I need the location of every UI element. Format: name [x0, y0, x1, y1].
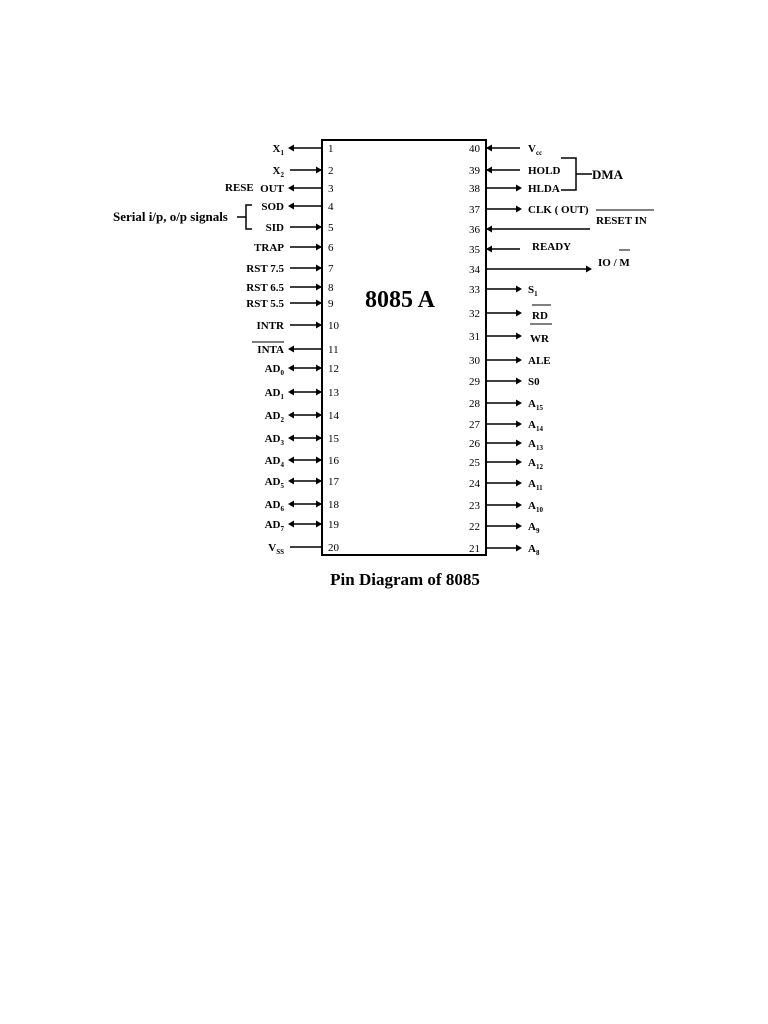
pin-number: 40 — [469, 143, 480, 155]
pin-32 — [469, 305, 552, 324]
pin-number: 9 — [328, 298, 334, 310]
pin-number: 22 — [469, 521, 480, 533]
pin-label: $A_{10}$ — [528, 500, 543, 514]
pin-label: $AD_7$ — [264, 519, 284, 533]
pin-20 — [268, 542, 339, 556]
reset-out-prefix: RESE — [225, 182, 254, 194]
pin-number: 21 — [469, 543, 480, 555]
pin-label: OUT — [260, 183, 284, 195]
pin-number: 5 — [328, 222, 334, 234]
serial-signals-label: Serial i/p, o/p signals — [113, 209, 228, 224]
pin-9 — [246, 298, 334, 310]
pin-number: 28 — [469, 398, 480, 410]
pin-40 — [469, 143, 542, 157]
dma-bracket — [561, 158, 592, 190]
pin-16 — [265, 455, 340, 469]
pin-label: $AD_6$ — [264, 499, 284, 513]
pin-13 — [265, 387, 340, 401]
pin-label: $AD_2$ — [264, 410, 284, 424]
pin-number: 4 — [328, 201, 334, 213]
pin-label: TRAP — [254, 242, 284, 254]
pin-10 — [256, 320, 339, 332]
pin-label: $A_{12}$ — [528, 457, 543, 471]
pin-number: 23 — [469, 500, 480, 512]
pin-29 — [469, 376, 540, 388]
pin-label: RST 6.5 — [246, 282, 284, 294]
pin-30 — [469, 355, 551, 367]
pin-24 — [469, 478, 543, 492]
pin-11 — [252, 342, 339, 356]
pin-number: 37 — [469, 204, 480, 216]
pin-18 — [265, 499, 340, 513]
pin-number: 29 — [469, 376, 480, 388]
pin-number: 27 — [469, 419, 480, 431]
pin-15 — [265, 433, 340, 447]
pin-31 — [469, 331, 550, 345]
pin-label: $A_8$ — [528, 543, 540, 557]
pin-number: 30 — [469, 355, 480, 367]
pin-number: 17 — [328, 476, 339, 488]
pin-number: 15 — [328, 433, 339, 445]
pin-label: $X_2$ — [272, 165, 284, 179]
pin-33 — [469, 284, 538, 298]
pin-label: RST 7.5 — [246, 263, 284, 275]
pin-label: IO / M — [598, 257, 630, 269]
pin-27 — [469, 419, 543, 433]
pin-label: RD — [532, 310, 548, 322]
pin-number: 38 — [469, 183, 480, 195]
right-pin-group — [469, 143, 654, 557]
pin-1 — [273, 143, 334, 157]
pin-number: 33 — [469, 284, 480, 296]
pin-label: RESET IN — [596, 215, 647, 227]
pin-17 — [265, 476, 340, 490]
pin-5 — [266, 222, 334, 234]
pin-label: $X_1$ — [272, 143, 284, 157]
chip-label: 8085 A — [364, 287, 436, 313]
diagram-caption: Pin Diagram of 8085 — [330, 570, 480, 589]
pin-25 — [469, 457, 543, 471]
pin-label: $AD_1$ — [264, 387, 284, 401]
pin-7 — [246, 263, 334, 275]
pin-label: $V_{cc}$ — [528, 143, 543, 157]
pin-number: 14 — [328, 410, 339, 422]
pin-label: $AD_0$ — [264, 363, 284, 377]
pin-label: $AD_4$ — [264, 455, 284, 469]
pin-label: HLDA — [528, 183, 560, 195]
pin-35 — [469, 241, 571, 256]
pin-number: 39 — [469, 165, 480, 177]
pin-label: WR — [530, 333, 549, 345]
pin-label: $A_{13}$ — [528, 438, 543, 452]
pin-12 — [265, 363, 339, 377]
pin-number: 1 — [328, 143, 334, 155]
pin-38 — [469, 183, 560, 195]
pin-label: $A_{14}$ — [528, 419, 543, 433]
pin-number: 20 — [328, 542, 339, 554]
pin-number: 11 — [328, 344, 339, 356]
pin-number: 36 — [469, 224, 480, 236]
pin-label: INTA — [257, 344, 284, 356]
pin-label: $A_{15}$ — [528, 398, 543, 412]
pin-label: $A_{11}$ — [528, 478, 543, 492]
pin-number: 16 — [328, 455, 339, 467]
pin-label: READY — [532, 241, 572, 253]
pin-label: $AD_5$ — [264, 476, 284, 490]
pin-number: 35 — [469, 244, 480, 256]
pin-number: 25 — [469, 457, 480, 469]
pin-23 — [469, 500, 543, 514]
pin-8 — [246, 282, 334, 294]
pin-number: 8 — [328, 282, 334, 294]
pin-label: $A_9$ — [528, 521, 540, 535]
pin-21 — [469, 543, 540, 557]
pin-number: 10 — [328, 320, 339, 332]
pin-number: 26 — [469, 438, 480, 450]
pin-number: 3 — [328, 183, 334, 195]
pin-label: HOLD — [528, 165, 561, 177]
left-pin-group — [246, 143, 339, 556]
pin-number: 7 — [328, 263, 334, 275]
pin-label: $S_1$ — [528, 284, 538, 298]
pin-label: RST 5.5 — [246, 298, 284, 310]
pin-label: $V_{SS}$ — [268, 542, 284, 556]
pin-4 — [261, 201, 334, 213]
pin-number: 24 — [469, 478, 480, 490]
pin-label: $AD_3$ — [264, 433, 284, 447]
pin-number: 13 — [328, 387, 339, 399]
pin-14 — [265, 410, 340, 424]
pin-number: 31 — [469, 331, 480, 343]
pin-number: 18 — [328, 499, 339, 511]
pin-number: 19 — [328, 519, 339, 531]
pin-label: CLK ( OUT) — [528, 204, 589, 216]
pin-22 — [469, 521, 540, 535]
pin-39 — [469, 165, 560, 177]
pin-number: 12 — [328, 363, 339, 375]
pin-label: ALE — [528, 355, 551, 367]
serial-bracket — [237, 205, 252, 229]
pin-label: S0 — [528, 376, 540, 388]
pin-label: SID — [265, 222, 284, 234]
pin-28 — [469, 398, 543, 412]
chip-body — [322, 140, 486, 555]
pin-2 — [273, 165, 334, 179]
pin-label: INTR — [256, 320, 284, 332]
pin-number: 2 — [328, 165, 334, 177]
pin-34 — [469, 250, 630, 276]
pin-number: 32 — [469, 308, 480, 320]
pin-19 — [265, 519, 340, 533]
pin-26 — [469, 438, 543, 452]
pin-number: 6 — [328, 242, 334, 254]
pin-label: SOD — [261, 201, 284, 213]
dma-label: DMA — [592, 167, 624, 182]
pin-number: 34 — [469, 264, 480, 276]
